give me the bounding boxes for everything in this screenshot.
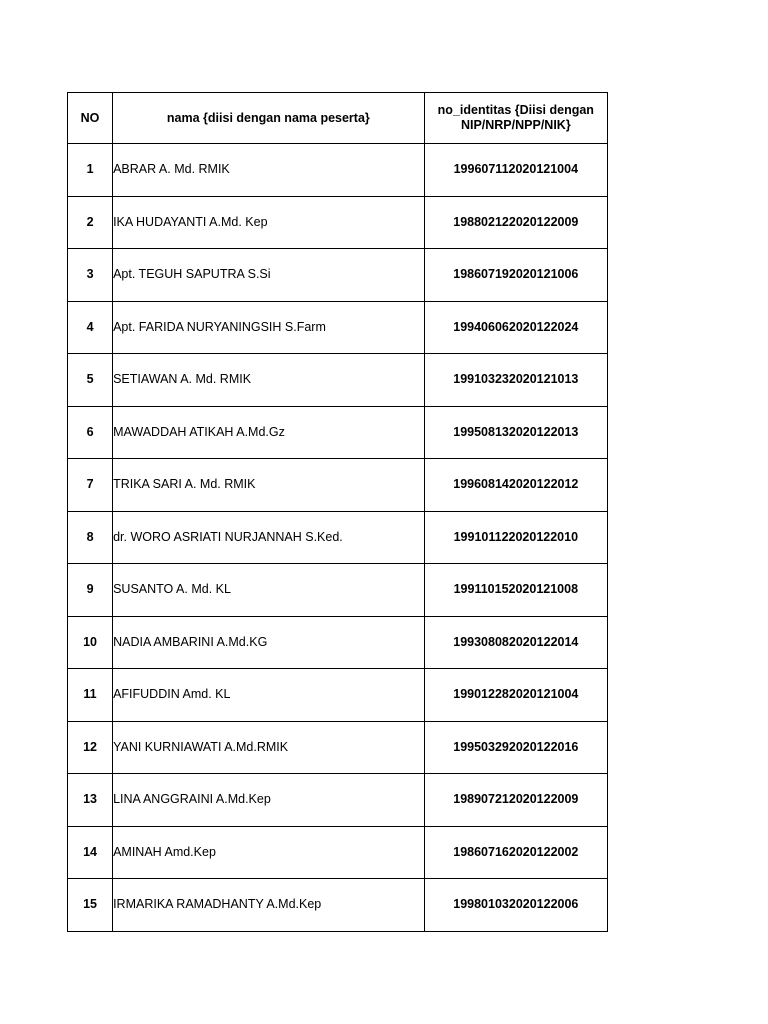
participant-id: 199608142020122012 [424, 459, 607, 512]
header-nama: nama {diisi dengan nama peserta} [113, 93, 425, 144]
row-number: 11 [68, 669, 113, 722]
participant-name: Apt. FARIDA NURYANINGSIH S.Farm [113, 301, 425, 354]
table-row [68, 826, 608, 879]
row-number: 12 [68, 721, 113, 774]
row-number: 6 [68, 406, 113, 459]
row-number: 4 [68, 301, 113, 354]
participant-name: Apt. TEGUH SAPUTRA S.Si [113, 249, 425, 302]
participant-name: IKA HUDAYANTI A.Md. Kep [113, 196, 425, 249]
row-number: 2 [68, 196, 113, 249]
participant-name: LINA ANGGRAINI A.Md.Kep [113, 774, 425, 827]
participant-id: 198607162020122002 [424, 826, 607, 879]
participant-id: 199103232020121013 [424, 354, 607, 407]
participant-id: 199801032020122006 [424, 879, 607, 932]
table-row [68, 144, 608, 197]
row-number: 7 [68, 459, 113, 512]
participant-name: AMINAH Amd.Kep [113, 826, 425, 879]
row-number: 5 [68, 354, 113, 407]
table-row [68, 669, 608, 722]
row-number: 15 [68, 879, 113, 932]
participant-name: SUSANTO A. Md. KL [113, 564, 425, 617]
table-row [68, 196, 608, 249]
table-row [68, 879, 608, 932]
table-row [68, 354, 608, 407]
row-number: 10 [68, 616, 113, 669]
table-row [68, 564, 608, 617]
participant-name: dr. WORO ASRIATI NURJANNAH S.Ked. [113, 511, 425, 564]
header-row [68, 93, 608, 144]
row-number: 8 [68, 511, 113, 564]
participant-name: AFIFUDDIN Amd. KL [113, 669, 425, 722]
row-number: 13 [68, 774, 113, 827]
table-row [68, 774, 608, 827]
participant-id: 199508132020122013 [424, 406, 607, 459]
row-number: 14 [68, 826, 113, 879]
row-number: 3 [68, 249, 113, 302]
participant-name: ABRAR A. Md. RMIK [113, 144, 425, 197]
participant-id: 199406062020122024 [424, 301, 607, 354]
table-row [68, 511, 608, 564]
table-row [68, 249, 608, 302]
participant-id: 199503292020122016 [424, 721, 607, 774]
row-number: 1 [68, 144, 113, 197]
participant-id: 198907212020122009 [424, 774, 607, 827]
participant-name: SETIAWAN A. Md. RMIK [113, 354, 425, 407]
participant-id: 199308082020122014 [424, 616, 607, 669]
participant-id: 199110152020121008 [424, 564, 607, 617]
participant-name: IRMARIKA RAMADHANTY A.Md.Kep [113, 879, 425, 932]
table-row [68, 721, 608, 774]
table-row [68, 301, 608, 354]
participant-name: TRIKA SARI A. Md. RMIK [113, 459, 425, 512]
participant-id: 199101122020122010 [424, 511, 607, 564]
participant-id: 199012282020121004 [424, 669, 607, 722]
header-no-identitas: no_identitas {Diisi dengan NIP/NRP/NPP/NIK} [424, 93, 607, 144]
participant-name: NADIA AMBARINI A.Md.KG [113, 616, 425, 669]
participant-id: 198607192020121006 [424, 249, 607, 302]
participant-table [67, 92, 608, 932]
participant-id: 199607112020121004 [424, 144, 607, 197]
row-number: 9 [68, 564, 113, 617]
table-row [68, 459, 608, 512]
participant-name: MAWADDAH ATIKAH A.Md.Gz [113, 406, 425, 459]
participant-name: YANI KURNIAWATI A.Md.RMIK [113, 721, 425, 774]
participant-id: 198802122020122009 [424, 196, 607, 249]
table-row [68, 406, 608, 459]
table-row [68, 616, 608, 669]
header-no: NO [68, 93, 113, 144]
